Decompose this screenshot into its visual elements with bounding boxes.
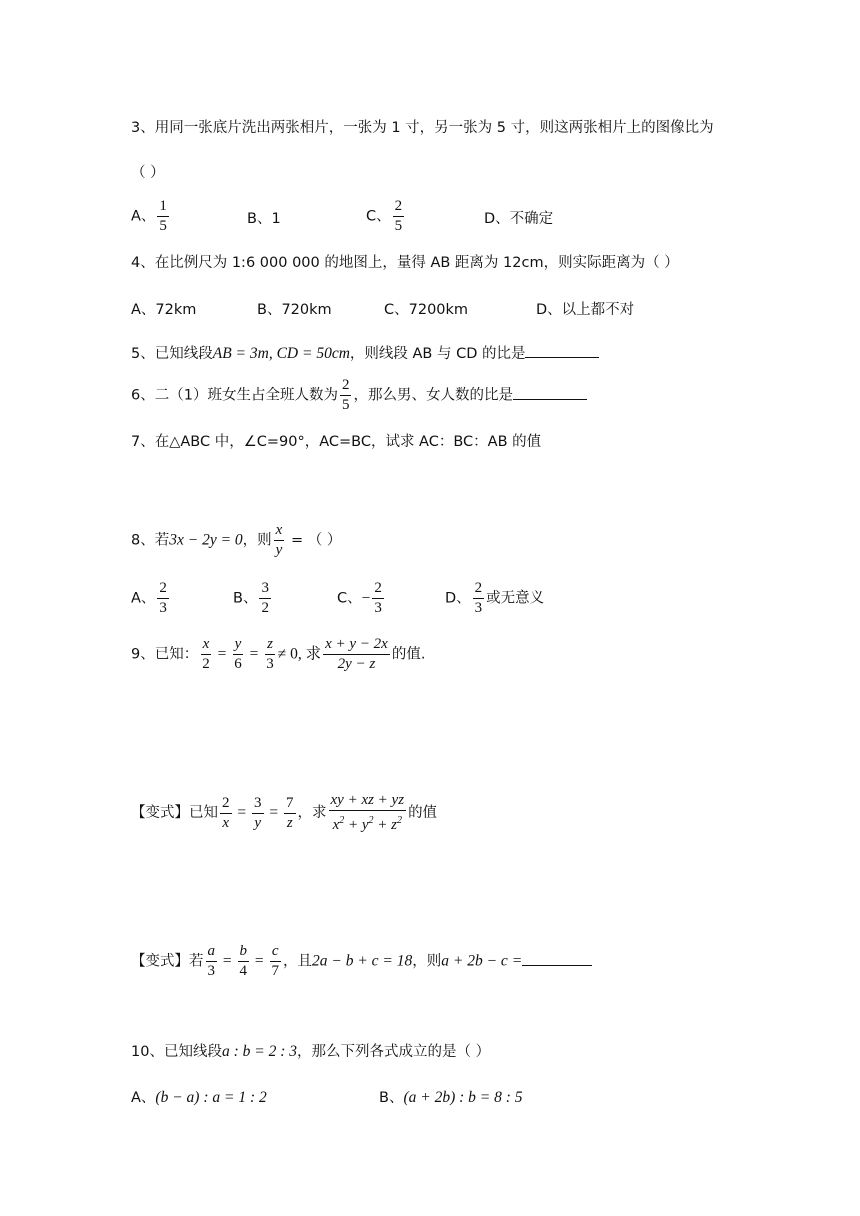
question-3-option-c: [366, 198, 406, 235]
fraction: $\frac{x}{y}$: [275, 522, 283, 558]
question-3-paren: （ ）: [131, 165, 165, 181]
fraction: $\frac{y}{6}$: [234, 636, 242, 672]
question-5-suffix: ，则线段 AB 与 CD 的比是: [349, 346, 526, 362]
question-5-math: AB = 3m, CD = 50cm: [212, 345, 350, 362]
variant-1: 【变式】已知 $\frac{2}{x}$ = $\frac{3}{y}$ = $\frac{7}{z}$ ，求 $\frac{xy + xz + yz}{x^2 + y^2 + z^2}$ 的值: [131, 792, 438, 833]
question-9: 9、已知： $\frac{x}{2}$ = $\frac{y}{6}$ = $\frac{z}{3}$ ≠ 0, 求 $\frac{x + y - 2x}{2y - z}$ 的值.: [131, 636, 426, 672]
option-label: D、: [445, 590, 471, 607]
option-label: A、: [131, 208, 156, 225]
question-7: 7、在△ABC 中，∠C=90°，AC=BC，试求 AC：BC：AB 的值: [131, 434, 542, 450]
fraction: $\frac{2}{x}$: [222, 794, 230, 831]
variant-2-prefix: 【变式】若: [131, 953, 204, 970]
option-label: C、: [366, 208, 391, 225]
minus-sign: −: [361, 589, 371, 607]
question-10: [131, 1042, 490, 1062]
question-9-prefix: 9、已知：: [131, 646, 199, 663]
question-8-option-d: [445, 580, 544, 617]
variant-1-suffix: 的值: [408, 805, 438, 821]
question-10-suffix: ，那么下列各式成立的是（ ）: [297, 1044, 491, 1060]
fraction: $\frac{3}{y}$: [254, 794, 262, 831]
question-5-prefix: 5、已知线段: [131, 346, 213, 362]
variant-1-mid: ，求: [297, 805, 327, 821]
variant-2-equation-2: a + 2b − c =: [441, 952, 523, 970]
variant-2: 【变式】若 $\frac{a}{3}$ = $\frac{b}{4}$ = $\frac{c}{7}$ ，且2a − b + c = 18，则a + 2b − c =: [131, 943, 592, 980]
question-10-option-a: [131, 1086, 267, 1107]
answer-blank: [513, 385, 587, 400]
question-9-suffix: 的值.: [391, 646, 426, 663]
option-label: B、: [379, 1090, 404, 1106]
question-10-prefix: 10、已知线段: [131, 1044, 222, 1060]
question-6-prefix: 6、二（1）班女生占全班人数为: [131, 387, 338, 404]
option-label: A、: [131, 590, 156, 607]
option-label: B、: [233, 590, 258, 607]
variant-2-mid: ，且: [283, 953, 312, 970]
question-8-option-a: [131, 580, 171, 617]
fraction: $\frac{7}{z}$: [286, 794, 294, 831]
question-4-stem: 4、在比例尺为 1:6 000 000 的地图上，量得 AB 距离为 12cm，则实际距离为（ ）: [131, 255, 679, 271]
question-4-option-d: D、以上都不对: [536, 302, 635, 318]
question-4-option-a: A、72km: [131, 302, 197, 318]
question-8-prefix: 8、若: [131, 532, 170, 549]
question-4-option-b: B、720km: [257, 302, 332, 318]
variant-1-prefix: 【变式】已知: [131, 805, 218, 821]
question-8: [131, 522, 341, 559]
option-d-suffix: 或无意义: [486, 590, 545, 607]
question-9-ne: ≠ 0, 求: [277, 645, 322, 663]
fraction: $\frac{1}{5}$: [159, 198, 167, 234]
option-math: (a + 2b) : b = 8 : 5: [403, 1089, 523, 1106]
fraction: $\frac{x}{2}$: [202, 636, 210, 672]
variant-2-mid-2: ，则: [412, 953, 442, 970]
fraction: $\frac{b}{4}$: [239, 943, 247, 979]
question-5: [131, 343, 599, 364]
question-10-option-b: [379, 1086, 523, 1107]
option-math: (b − a) : a = 1 : 2: [155, 1089, 267, 1106]
question-8-mid: ，则: [242, 532, 272, 549]
option-label: A、: [131, 1090, 156, 1106]
fraction: $\frac{2}{5}$: [341, 377, 350, 413]
question-3-stem: 3、用同一张底片洗出两张相片，一张为 1 寸，另一张为 5 寸，则这两张相片上的图像比为: [131, 120, 714, 136]
fraction: $\frac{2}{5}$: [394, 198, 403, 234]
question-4-option-c: C、7200km: [384, 302, 469, 318]
fraction: $\frac{2}{3}$: [159, 580, 167, 616]
question-3-option-a: [131, 198, 171, 235]
question-3-option-d: D、不确定: [484, 211, 554, 227]
answer-blank: [522, 951, 592, 966]
fraction: $\frac{3}{2}$: [261, 580, 269, 616]
question-6-suffix: ，那么男、女人数的比是: [353, 387, 513, 404]
fraction: $\frac{c}{7}$: [271, 943, 279, 979]
question-3-option-b: B、1: [247, 211, 281, 227]
option-label: C、: [337, 590, 362, 607]
question-8-option-c: [337, 580, 386, 617]
answer-blank: [525, 343, 599, 358]
question-6: [131, 377, 587, 414]
fraction: $\frac{z}{3}$: [266, 636, 274, 672]
question-8-option-b: [233, 580, 273, 617]
fraction: $\frac{x + y - 2x}{2y - z}$: [325, 636, 388, 672]
question-10-ratio: a : b = 2 : 3: [221, 1043, 297, 1060]
question-8-equation: 3x − 2y = 0: [169, 531, 243, 549]
question-8-tail: = （ ）: [286, 532, 342, 549]
fraction: $\frac{2}{3}$: [474, 580, 483, 616]
fraction: $\frac{2}{3}$: [374, 580, 382, 616]
fraction: $\frac{xy + xz + yz}{x^2 + y^2 + z^2}$: [330, 792, 405, 833]
fraction: $\frac{a}{3}$: [207, 943, 215, 979]
variant-2-equation-1: 2a − b + c = 18: [312, 952, 413, 970]
